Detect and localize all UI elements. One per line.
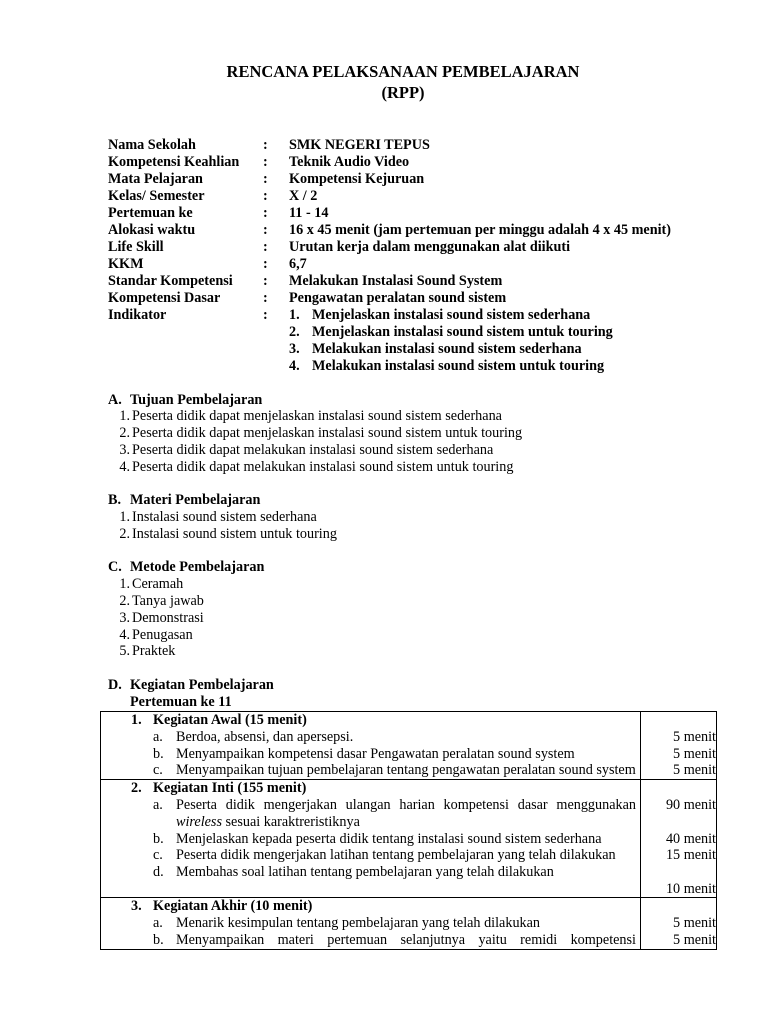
- block-number: 2.: [131, 780, 142, 797]
- activity-letter: b.: [153, 830, 164, 847]
- activity-text: Menyampaikan tujuan pembelajaran tentang pengawatan peralatan sound system: [176, 762, 636, 779]
- activity-letter: a.: [153, 797, 163, 814]
- section-title: Materi Pembelajaran: [130, 492, 261, 508]
- identity-value: X / 2: [289, 188, 318, 204]
- section-d-heading: [108, 677, 274, 694]
- identity-colon: :: [263, 239, 268, 255]
- activity-item: [101, 762, 640, 779]
- activity-text: Peserta didik mengerjakan latihan tentang pembelajaran yang telah dilakukan: [176, 847, 616, 864]
- section-a-heading: [108, 392, 262, 409]
- kegiatan-table: [100, 711, 717, 950]
- block-title-text: Kegiatan Akhir (10 menit): [153, 898, 313, 915]
- activity-time: 5 menit: [673, 932, 716, 948]
- table-row: [101, 712, 717, 780]
- activity-item: [101, 746, 640, 763]
- block-number: 3.: [131, 898, 142, 915]
- identity-label: Mata Pelajaran: [108, 171, 203, 187]
- activity-time: 15 menit: [665, 847, 716, 864]
- kegiatan-block-title: [101, 712, 640, 729]
- list-number: 1.: [119, 509, 130, 525]
- table-row: [101, 898, 717, 949]
- list-text: Peserta didik dapat melakukan instalasi sound sistem sederhana: [132, 442, 494, 458]
- list-text: Penugasan: [132, 627, 193, 643]
- indikator-text: Melakukan instalasi sound sistem sederhana: [312, 341, 582, 357]
- table-row: [101, 780, 717, 898]
- activity-time: 5 menit: [673, 762, 716, 779]
- list-text: Praktek: [132, 643, 176, 659]
- list-text: Ceramah: [132, 576, 184, 592]
- list-number: 1.: [119, 408, 130, 424]
- section-letter: A.: [108, 392, 122, 408]
- list-number: 5.: [119, 643, 130, 659]
- activity-text-emphasis: wireless: [176, 813, 222, 830]
- kegiatan-cell: [101, 712, 641, 780]
- identity-label: Alokasi waktu: [108, 222, 196, 238]
- section-title: Kegiatan Pembelajaran: [130, 677, 274, 693]
- section-title: Tujuan Pembelajaran: [130, 392, 263, 408]
- indikator-text: Melakukan instalasi sound sistem untuk touring: [312, 358, 605, 374]
- list-text: Peserta didik dapat menjelaskan instalasi sound sistem sederhana: [132, 408, 502, 424]
- identity-label: Kelas/ Semester: [108, 188, 205, 204]
- identity-colon: :: [263, 273, 268, 289]
- activity-item: [101, 729, 640, 746]
- document-subtitle: (RPP): [381, 83, 425, 102]
- list-text: Instalasi sound sistem untuk touring: [132, 526, 337, 542]
- section-title: Metode Pembelajaran: [130, 559, 265, 575]
- indikator-text: Menjelaskan instalasi sound sistem sederhana: [312, 307, 591, 323]
- activity-text: Menyampaikan materi pertemuan selanjutnya yaitu remidi kompetensi: [176, 932, 636, 948]
- identity-colon: :: [263, 222, 268, 238]
- indikator-colon: :: [263, 307, 268, 323]
- activity-time: 5 menit: [673, 745, 716, 762]
- identity-label: Standar Kompetensi: [108, 273, 233, 289]
- activity-text: Menarik kesimpulan tentang pembelajaran yang telah dilakukan: [176, 915, 541, 932]
- time-cell: [641, 712, 717, 780]
- activity-text: Peserta didik mengerjakan ulangan harian kompetensi dasar menggunakan: [176, 797, 636, 814]
- activity-text: Menjelaskan kepada peserta didik tentang instalasi sound sistem sederhana: [176, 830, 602, 847]
- activity-letter: d.: [153, 863, 164, 880]
- activity-time: 90 menit: [665, 797, 716, 814]
- indikator-number: 3.: [289, 341, 300, 357]
- section-b-heading: [108, 492, 260, 509]
- identity-colon: :: [263, 137, 268, 153]
- identity-value: Urutan kerja dalam menggunakan alat diikuti: [289, 239, 571, 255]
- section-letter: D.: [108, 677, 122, 693]
- activity-letter: c.: [153, 762, 163, 779]
- section-letter: C.: [108, 559, 122, 575]
- section-c-heading: [108, 559, 264, 576]
- identity-label: KKM: [108, 256, 144, 272]
- list-number: 2.: [119, 425, 130, 441]
- list-number: 4.: [119, 627, 130, 643]
- identity-value: SMK NEGERI TEPUS: [289, 137, 430, 153]
- identity-colon: :: [263, 154, 268, 170]
- list-number: 2.: [119, 526, 130, 542]
- indikator-number: 1.: [289, 307, 300, 323]
- list-number: 3.: [119, 610, 130, 626]
- list-number: 2.: [119, 593, 130, 609]
- activity-item: [101, 932, 640, 949]
- block-title-text: Kegiatan Awal (15 menit): [153, 712, 307, 728]
- pertemuan-heading: Pertemuan ke 11: [130, 694, 232, 710]
- activity-time: 40 menit: [665, 830, 716, 847]
- identity-label: Nama Sekolah: [108, 137, 196, 153]
- time-cell: [641, 780, 717, 898]
- indikator-number: 4.: [289, 358, 300, 374]
- section-letter: B.: [108, 492, 122, 508]
- activity-item: [101, 864, 640, 881]
- identity-colon: :: [263, 188, 268, 204]
- identity-value: 11 - 14: [289, 205, 329, 221]
- identity-value: 6,7: [289, 256, 307, 272]
- indikator-number: 2.: [289, 324, 300, 340]
- identity-value: Teknik Audio Video: [289, 154, 410, 170]
- identity-label: Life Skill: [108, 239, 164, 255]
- activity-letter: a.: [153, 915, 163, 932]
- activity-letter: a.: [153, 729, 163, 745]
- activity-text: sesuai karaktreristiknya: [221, 813, 360, 830]
- identity-colon: :: [263, 256, 268, 272]
- block-title-text: Kegiatan Inti (155 menit): [153, 780, 307, 797]
- list-text: Instalasi sound sistem sederhana: [132, 509, 317, 525]
- identity-value: Pengawatan peralatan sound sistem: [289, 290, 507, 306]
- indikator-label: Indikator: [108, 307, 167, 323]
- identity-value: Melakukan Instalasi Sound System: [289, 273, 503, 289]
- list-text: Tanya jawab: [132, 593, 204, 609]
- activity-text: Menyampaikan kompetensi dasar Pengawatan peralatan sound system: [176, 745, 575, 762]
- activity-time: 5 menit: [673, 729, 716, 745]
- kegiatan-block-title: [101, 780, 640, 797]
- list-number: 4.: [119, 459, 130, 475]
- activity-letter: b.: [153, 932, 164, 948]
- activity-letter: c.: [153, 847, 163, 864]
- identity-value: Kompetensi Kejuruan: [289, 171, 425, 187]
- identity-label: Pertemuan ke: [108, 205, 193, 221]
- activity-item: [101, 915, 640, 932]
- list-text: Peserta didik dapat melakukan instalasi sound sistem untuk touring: [132, 459, 514, 475]
- list-text: Peserta didik dapat menjelaskan instalasi sound sistem untuk touring: [132, 425, 523, 441]
- list-text: Demonstrasi: [132, 610, 204, 626]
- activity-time: 10 menit: [665, 880, 716, 897]
- activity-item: [101, 831, 640, 848]
- kegiatan-cell: [101, 780, 641, 898]
- activity-item: [101, 797, 640, 830]
- identity-colon: :: [263, 171, 268, 187]
- kegiatan-block-title: [101, 898, 640, 915]
- time-cell: [641, 898, 717, 949]
- indikator-text: Menjelaskan instalasi sound sistem untuk touring: [312, 324, 613, 340]
- list-number: 3.: [119, 442, 130, 458]
- activity-item: [101, 847, 640, 864]
- block-number: 1.: [131, 712, 142, 728]
- kegiatan-cell: [101, 898, 641, 949]
- activity-text: Berdoa, absensi, dan apersepsi.: [176, 729, 354, 745]
- document-title: RENCANA PELAKSANAAN PEMBELAJARAN: [226, 62, 580, 81]
- identity-colon: :: [263, 205, 268, 221]
- identity-label: Kompetensi Dasar: [108, 290, 221, 306]
- list-number: 1.: [119, 576, 130, 592]
- identity-colon: :: [263, 290, 268, 306]
- identity-label: Kompetensi Keahlian: [108, 154, 240, 170]
- activity-letter: b.: [153, 745, 164, 762]
- activity-time: 5 menit: [673, 915, 716, 932]
- activity-text: Membahas soal latihan tentang pembelajaran yang telah dilakukan: [176, 863, 554, 880]
- identity-value: 16 x 45 menit (jam pertemuan per minggu adalah 4 x 45 menit): [289, 222, 671, 238]
